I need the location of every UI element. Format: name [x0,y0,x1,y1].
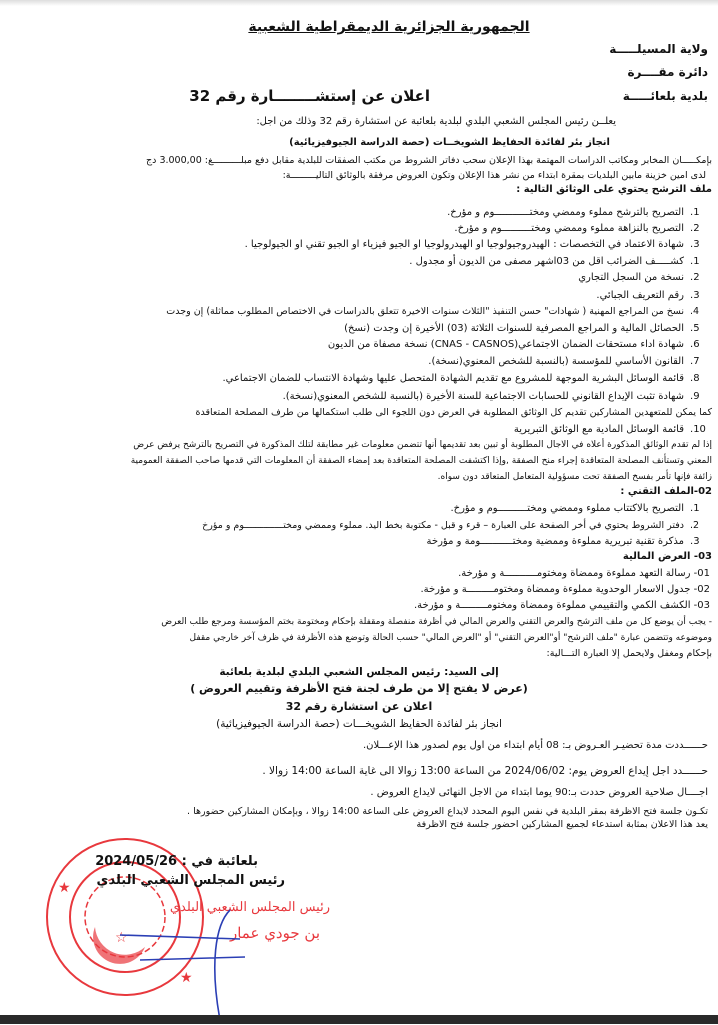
item-number: 5. [690,323,700,334]
item-number: 9. [690,391,700,402]
signature-scribble [120,905,250,1025]
item-text: نسخة من السجل التجاري [578,272,684,283]
list-item [428,355,708,369]
list-item [202,519,708,533]
list-item [596,289,708,303]
item-number: 2. [690,272,700,283]
candidacy-heading: ملف الترشح يحتوي على الوثائق التالية : [516,184,712,195]
item-text: رقم التعريف الجبائي. [596,290,684,301]
list-item [514,423,708,437]
item-number: 4. [690,306,700,317]
list-item [166,305,708,319]
item-number: 2. [690,223,700,234]
star-icon: ★ [58,880,71,896]
envelope-line: وموضوعه وتتضمن عبارة "ملف الترشح" أو"العرض التقني" أو "العرض المالي" حسب الحالة وتوضع هذه الأظرفة في ظرف آخر خارجي مقفل [189,633,712,643]
list-item [328,338,708,352]
signer-title: رئيس المجلس الشعبي البلدي [96,873,285,888]
item-number: 1. [690,207,700,218]
envelope-ref: اعلان عن استشارة رقم 32 [285,700,433,713]
deposit-deadline: حــــــدد اجل إيداع العروض يوم: 2024/06/02 من الساعة 13:00 زوالا الى غاية الساعة 14:00 زوالا . [262,765,708,777]
handwritten-name: بن جودي عمار [229,924,320,942]
list-item [447,206,708,220]
item-text: دفتر الشروط يحتوي في أخر الصفحة على العبارة – قرء و قبل - مكتوبة بخط اليد. مملوء وممضي ومختــــــــــــــوم و مؤرخ [202,520,684,531]
item-number: 6. [690,339,700,350]
star-icon: ★ [180,970,193,986]
list-item [409,255,708,269]
item-number: 10. [690,424,706,435]
item-number: 7. [690,356,700,367]
item-text: شهادة الاعتماد في التخصصات : الهيدروجيولوجيا او الهيدرولوجيا او الجيو فيزياء او الجيو تقني او الجيولوجيا . [244,239,684,250]
item-text: قائمة الوسائل المادية مع الوثائق التبريرية [513,424,684,435]
list-item: 02- جدول الاسعار الوحدوية مملوءة وممضاة ومختومـــــــــة و مؤرخة. [420,584,710,595]
star-icon: ☆ [115,930,128,946]
item-number: 1. [690,503,700,514]
item-text: التصريح بالاكتتاب مملوء وممضي ومختــــــــــوم و مؤرخ. [450,503,684,514]
validity-period: اجــــال صلاحية العروض حددت بـ:90 يوما ابتداء من الاجل النهائى لايداع العروض . [370,787,708,798]
item-text: التصريح بالترشح مملوء وممضي ومختــــــــــــوم و مؤرخ. [447,207,684,218]
item-number: 8. [690,373,700,384]
list-item: 01- رسالة التعهد مملوءة وممضاة ومختومـــــــــــة و مؤرخة. [458,568,710,579]
financial-heading: 03- العرض المالية [622,551,712,562]
item-text: الحصائل المالية و المراجع المصرفية للسنوات الثلاثة (03) الأخيرة إن وجدت (نسخ) [344,323,684,334]
invitation-note: يعد هذا الاعلان بمثابة استدعاء لجميع المشاركين احضور جلسة فتح الاظرفة [416,819,708,830]
warning-line: زائفة فإنها تأمر بفسخ الصفقة تحت مسؤولية المتعامل المتعاقد دون سواه. [437,472,712,482]
page-title: اعلان عن إستشــــــــارة رقم 32 [189,87,430,105]
item-number: 3. [690,536,700,547]
envelope-notice: (عرض لا يفتح إلا من طرف لجنة فتح الأظرفة وتقييم العروض ) [190,682,528,695]
item-text: مذكرة تقنية تبريرية مملوءة وممضية ومختـــــــــــومة و مؤرخة [426,536,684,547]
item-text: نسخ من المراجع المهنية ( شهادات" حسن التنفيذ "الثلاث سنوات الاخيرة تتعلق بالدراسات في الاختصاص المطلوب مماثلة) إن وجدت [166,306,684,317]
list-item [578,271,708,285]
daira: دائرة مقــــرة [627,65,708,79]
warning-line: المعني وتستأنف المصلحة المتعاقدة إجراء منح الصفقة ,وإذا اكتشفت المصلحة المتعاقدة بعد إمضاء الصفقة أن المعلومات التي قدمها صاحب الصفقة العمومية [130,456,712,466]
item-number: 3. [690,239,700,250]
project-line: انجاز بئر لفائدة الحفايظ الشويخــات (حصة الدراسة الجيوفيزيائية) [289,137,610,148]
scan-edge-bottom [0,1015,718,1024]
commune: بلدية بلعائـــــة [622,89,708,103]
item-number: 1. [690,256,700,267]
list-item [454,222,708,236]
list-item [344,322,708,336]
treasury-line: لدى امين خزينة مابين البلديات بمقرة ابتداء من نشر هذا الإعلان وتكون العروض مرفقة بالوثائق التاليـــــــــة: [282,170,706,181]
list-item [450,502,708,516]
prep-deadline: حــــــددت مدة تحضيـر العـروض بـ: 08 أيام ابتداء من اول يوم لصدور هذا الإعـــلان. [362,740,708,751]
item-text: قائمة الوسائل البشرية الموجهة للمشروع مع تقديم الشهادة المتحصل عليها وشهادة الانتساب للضمان الاجتماعي. [222,373,684,384]
technical-heading: 02-الملف التقني : [620,486,712,497]
list-item [222,372,708,386]
item-text: كشـــــف الضرائب اقل من 03اشهر مصفى من الديون أو مجدول . [409,256,684,267]
list-item: 03- الكشف الكمي والتقييمي مملوءة وممضاة ومختومـــــــــة و مؤرخة. [413,600,710,611]
list-item [427,535,708,549]
list-item [283,390,708,404]
envelope-line: بإحكام ومغفل ولايحمل إلا العبارة التـــالية: [546,648,712,659]
opening-session: تكـون جلسة فتح الاظرفة بمقر البلدية في نفس اليوم المحدد لايداع العروض على الساعة 14:00 زوالا ، وبإمكان المشاركين حضورها . [187,806,708,817]
republic-heading: الجمهورية الجزائرية الديمقراطية الشعبية [248,19,530,35]
envelope-to: إلى السيد: رئيس المجلس الشعبي البلدي لبلدية بلعائبة [219,666,499,678]
item-number: 2. [690,520,700,531]
item-number: 3. [690,290,700,301]
item-text: شهادة اداء مستحقات الضمان الاجتماعي(CNAS - CASNOS) نسخة مصفاة من الديون [327,339,684,350]
item-text: شهادة تثبت الإيداع القانوني للحسابات الاجتماعية للسنة الأخيرة (بالنسبة للشخص المعنوي(نسخة). [282,391,684,402]
envelope-project: انجاز بئر لفائدة الحفايظ الشويخـــات (حصة الدراسة الجيوفيزيائية) [216,718,502,730]
place-date: بلعائبة في : 2024/05/26 [95,854,258,869]
warning-line: إذا لم تقدم الوثائق المذكورة أعلاه في الاجال المطلوبة أو تبين بعد تقديمها أنها تتضمن معلومات غير مطابقة لتلك المذكورة في التصريح بالترشح يرفض عرض [133,440,712,450]
withdraw-line: بإمكـــــان المخابر ومكاتب الدراسات المهتمة بهذا الإعلان سحب دفاتر الشروط من مكتب الصفقات للبلدية مقابل دفع مبلــــــــــغ: 3.000,00 دج [146,155,712,166]
item-text: القانون الأساسي للمؤسسة (بالنسبة للشخص المعنوي(نسخة). [428,356,684,367]
partners-note: كما يمكن للمتعهدين المشاركين تقديم كل الوثائق المطلوبة في العرض دون اللجوء الى طلب استكمالها من طرف المصلحة المتعاقدة [195,407,712,418]
envelope-line: - يجب أن يوضع كل من ملف الترشح والعرض التقني والعرض المالي في أظرفة منفصلة ومقفلة بإحكام ومختومة بختم المؤسسة ومرجع طلب العرض [161,617,712,627]
list-item [245,238,708,252]
scan-edge-top [0,0,718,6]
item-text: التصريح بالنزاهة مملوء وممضي ومختــــــــــوم و مؤرخ. [454,223,684,234]
announce-line: يعلــن رئيس المجلس الشعبي البلدي لبلدية بلعائبة عن استشارة رقم 32 وذلك من اجل: [256,116,616,127]
wilaya: ولاية المسيلـــــة [609,42,708,56]
handwritten-title: رئيس المجلس الشعبي البلدي [169,900,330,915]
